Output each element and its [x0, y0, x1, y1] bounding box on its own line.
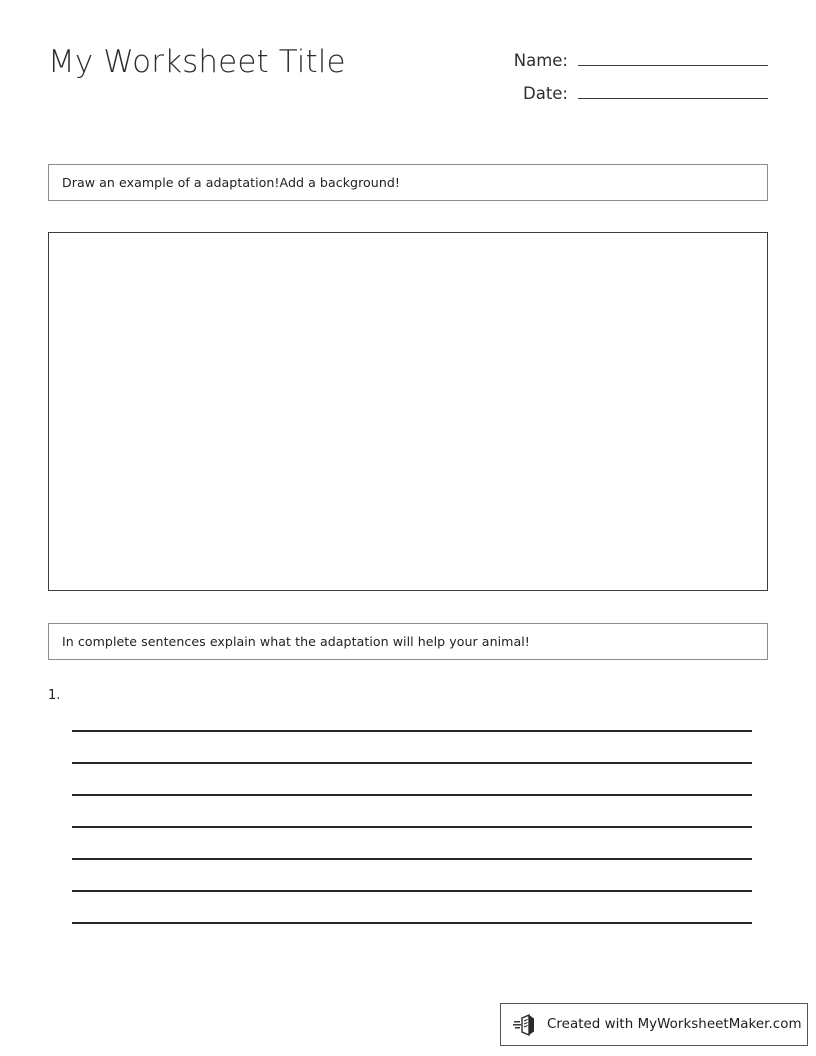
- question-number-label: 1.: [48, 688, 61, 703]
- name-input-line[interactable]: [578, 48, 768, 66]
- date-field-label: Date:: [523, 84, 568, 103]
- worksheet-header: [48, 42, 768, 122]
- name-field-row: [478, 48, 768, 81]
- writing-line[interactable]: [72, 794, 752, 796]
- writing-line[interactable]: [72, 890, 752, 892]
- instruction-text-explain: In complete sentences explain what the adaptation will help your animal!: [62, 633, 530, 649]
- writing-line[interactable]: [72, 826, 752, 828]
- writing-lines-group: [72, 730, 752, 924]
- worksheet-maker-logo-icon: [513, 1012, 539, 1038]
- footer-attribution-text: Created with MyWorksheetMaker.com: [547, 1017, 802, 1032]
- footer-attribution-badge[interactable]: [500, 1003, 808, 1046]
- page-title: My Worksheet Title: [48, 44, 346, 80]
- writing-line[interactable]: [72, 922, 752, 924]
- writing-line[interactable]: [72, 858, 752, 860]
- name-date-group: [478, 48, 768, 114]
- writing-line[interactable]: [72, 730, 752, 732]
- drawing-area[interactable]: [48, 232, 768, 591]
- instruction-text-draw: Draw an example of a adaptation!Add a background!: [62, 174, 401, 190]
- date-input-line[interactable]: [578, 81, 768, 99]
- writing-line[interactable]: [72, 762, 752, 764]
- instruction-box-explain: [48, 623, 768, 660]
- date-field-row: [478, 81, 768, 114]
- name-field-label: Name:: [513, 51, 568, 70]
- instruction-box-draw: [48, 164, 768, 201]
